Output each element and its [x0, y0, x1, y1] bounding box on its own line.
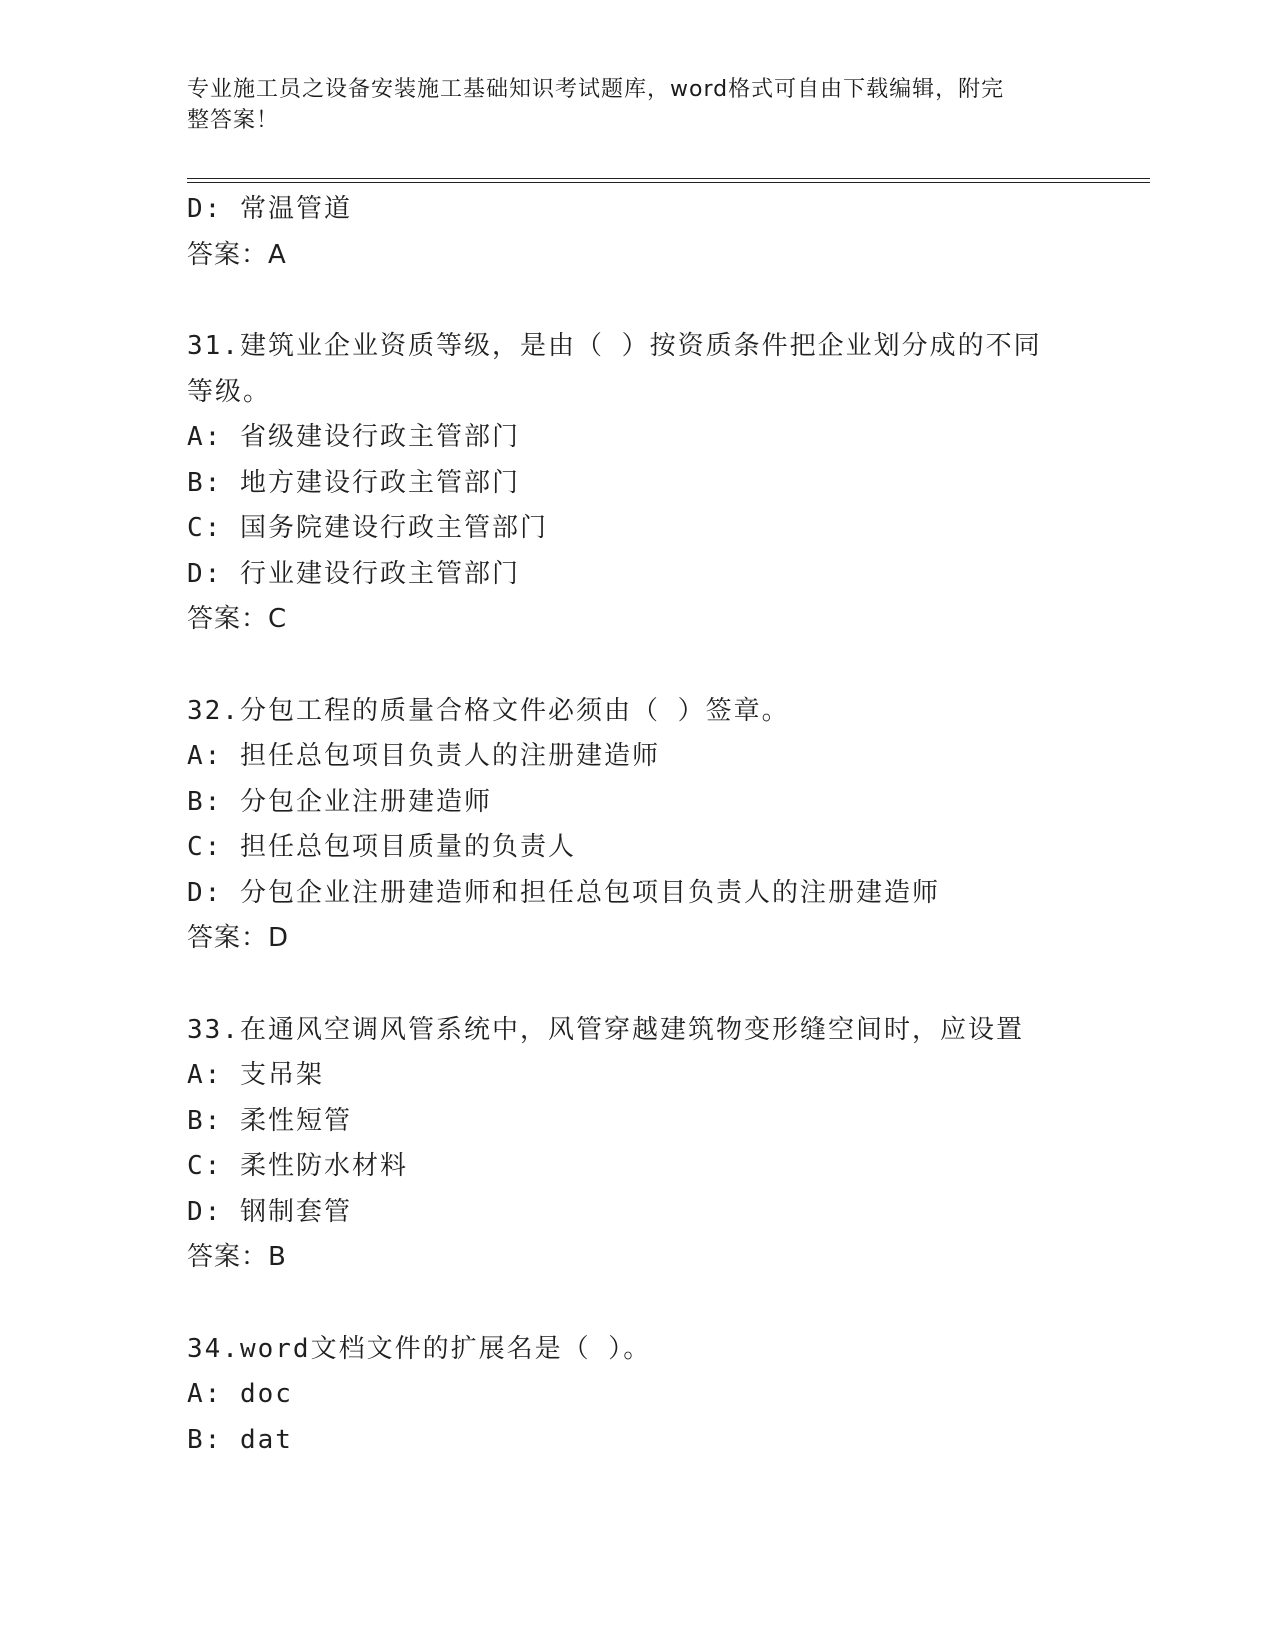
question-33-option-b: B: 柔性短管 [187, 1105, 352, 1136]
spacer [187, 643, 1087, 689]
prev-answer: 答案：A [187, 239, 287, 270]
spacer [187, 278, 1087, 324]
question-34-stem: 34.word文档文件的扩展名是（ ）。 [187, 1333, 652, 1364]
question-32-option-b: B: 分包企业注册建造师 [187, 786, 492, 817]
question-31-stem-line1: 31.建筑业企业资质等级，是由（ ）按资质条件把企业划分成的不同 [187, 331, 1042, 361]
question-32-option-c: C: 担任总包项目质量的负责人 [187, 832, 576, 862]
header-line-2: 整答案！ [187, 108, 280, 133]
header-line-1: 专业施工员之设备安装施工基础知识考试题库，word格式可自由下载编辑，附完 [187, 77, 1005, 102]
spacer [187, 1281, 1087, 1327]
question-31-option-a: A: 省级建设行政主管部门 [187, 422, 520, 452]
question-31-answer: 答案：C [187, 604, 288, 634]
question-31-option-b: B: 地方建设行政主管部门 [187, 467, 520, 498]
question-31-stem-line2: 等级。 [187, 376, 272, 407]
question-33-stem: 33.在通风空调风管系统中，风管穿越建筑物变形缝空间时，应设置 [187, 1014, 1024, 1045]
prev-option-d: D: 常温管道 [187, 194, 352, 224]
question-33-option-d: D: 钢制套管 [187, 1196, 352, 1227]
question-31-option-d: D: 行业建设行政主管部门 [187, 558, 520, 589]
question-32-option-a: A: 担任总包项目负责人的注册建造师 [187, 741, 660, 771]
spacer [187, 962, 1087, 1008]
header-divider-top [187, 178, 1150, 179]
question-32-answer: 答案：D [187, 923, 290, 953]
question-33-option-a: A: 支吊架 [187, 1060, 324, 1090]
question-31-option-c: C: 国务院建设行政主管部门 [187, 513, 548, 543]
question-34-option-b: B: dat [187, 1424, 293, 1455]
document-header [187, 74, 1067, 136]
header-divider-bottom [187, 182, 1150, 183]
question-list [187, 187, 1087, 1463]
question-33-option-c: C: 柔性防水材料 [187, 1151, 408, 1181]
question-32-stem: 32.分包工程的质量合格文件必须由（ ）签章。 [187, 695, 790, 726]
question-33-answer: 答案：B [187, 1242, 287, 1272]
question-34-option-a: A: doc [187, 1379, 293, 1409]
question-32-option-d: D: 分包企业注册建造师和担任总包项目负责人的注册建造师 [187, 877, 940, 908]
